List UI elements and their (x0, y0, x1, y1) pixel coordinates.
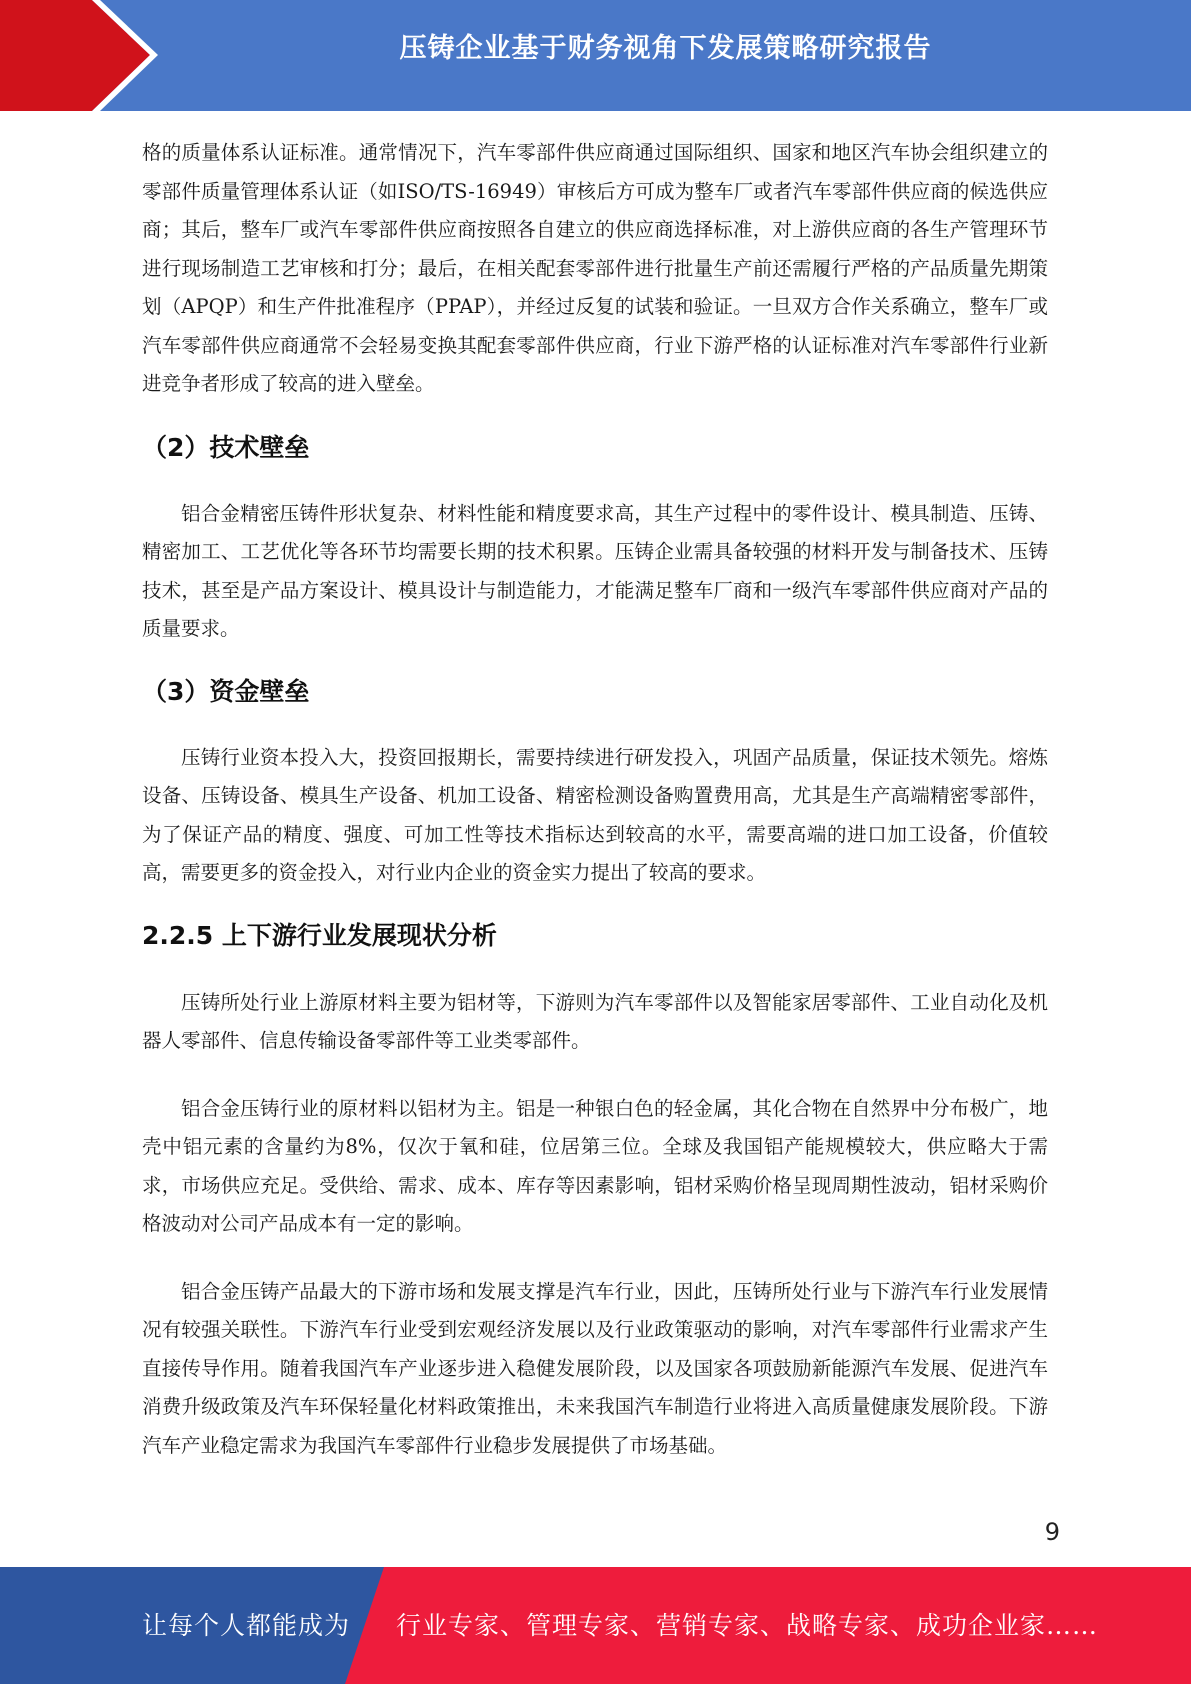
paragraph-automotive-market: 铝合金压铸产品最大的下游市场和发展支撑是汽车行业，因此，压铸所处行业与下游汽车行业发展情况有较强关联性。下游汽车行业受到宏观经济发展以及行业政策驱动的影响，对汽车零部件行业需求产生直接传导作用。随着我国汽车产业逐步进入稳健发展阶段，以及国家各项鼓励新能源汽车发展、促进汽车消费升级政策及汽车环保轻量化材料政策推出，未来我国汽车制造行业将进入高质量健康发展阶段。下游汽车产业稳定需求为我国汽车零部件行业稳步发展提供了市场基础。 (142, 1279, 1048, 1457)
paragraph-fund-barrier: 压铸行业资本投入大，投资回报期长，需要持续进行研发投入，巩固产品质量，保证技术领先。熔炼设备、压铸设备、模具生产设备、机加工设备、精密检测设备购置费用高，尤其是生产高端精密零部件，为了保证产品的精度、强度、可加工性等技术指标达到较高的水平，需要高端的进口加工设备，价值较高，需要更多的资金投入，对行业内企业的资金实力提出了较高的要求。 (142, 745, 1048, 884)
section-heading-225: 2.2.5 上下游行业发展现状分析 (142, 920, 497, 950)
page-number: 9 (1044, 1518, 1060, 1546)
footer-slogan-right: 行业专家、管理专家、营销专家、战略专家、成功企业家…… (396, 1611, 1099, 1640)
paragraph-upstream-downstream: 压铸所处行业上游原材料主要为铝材等，下游则为汽车零部件以及智能家居零部件、工业自动化及机器人零部件、信息传输设备零部件等工业类零部件。 (142, 990, 1048, 1052)
footer-slogan-left: 让每个人都能成为 (142, 1611, 351, 1640)
paragraph-aluminum-material: 铝合金压铸行业的原材料以铝材为主。铝是一种银白色的轻金属，其化合物在自然界中分布极广，地壳中铝元素的含量约为8%，仅次于氧和硅，位居第三位。全球及我国铝产能规模较大，供应略大于需求，市场供应充足。受供给、需求、成本、库存等因素影响，铝材采购价格呈现周期性波动，铝材采购价格波动对公司产品成本有一定的影响。 (142, 1096, 1048, 1235)
red-chevron-icon (0, 0, 160, 111)
report-title: 压铸企业基于财务视角下发展策略研究报告 (399, 33, 932, 64)
heading-fund-barrier: （3）资金壁垒 (142, 676, 310, 706)
page-header (0, 0, 1191, 111)
main-content (142, 134, 1048, 1465)
paragraph-certification: 格的质量体系认证标准。通常情况下，汽车零部件供应商通过国际组织、国家和地区汽车协会组织建立的零部件质量管理体系认证（如ISO/TS-16949）审核后方可成为整车厂或者汽车零部件供应商的候选供应商；其后，整车厂或汽车零部件供应商按照各自建立的供应商选择标准，对上游供应商的各生产管理环节进行现场制造工艺审核和打分；最后，在相关配套零部件进行批量生产前还需履行严格的产品质量先期策划（APQP）和生产件批准程序（PPAP），并经过反复的试装和验证。一旦双方合作关系确立，整车厂或汽车零部件供应商通常不会轻易变换其配套零部件供应商，行业下游严格的认证标准对汽车零部件行业新进竞争者形成了较高的进入壁垒。 (142, 141, 1048, 395)
paragraph-tech-barrier: 铝合金精密压铸件形状复杂、材料性能和精度要求高，其生产过程中的零件设计、模具制造、压铸、精密加工、工艺优化等各环节均需要长期的技术积累。压铸企业需具备较强的材料开发与制备技术、压铸技术，甚至是产品方案设计、模具设计与制造能力，才能满足整车厂商和一级汽车零部件供应商对产品的质量要求。 (142, 501, 1048, 640)
heading-tech-barrier: （2）技术壁垒 (142, 432, 310, 462)
page-footer (0, 1567, 1191, 1684)
